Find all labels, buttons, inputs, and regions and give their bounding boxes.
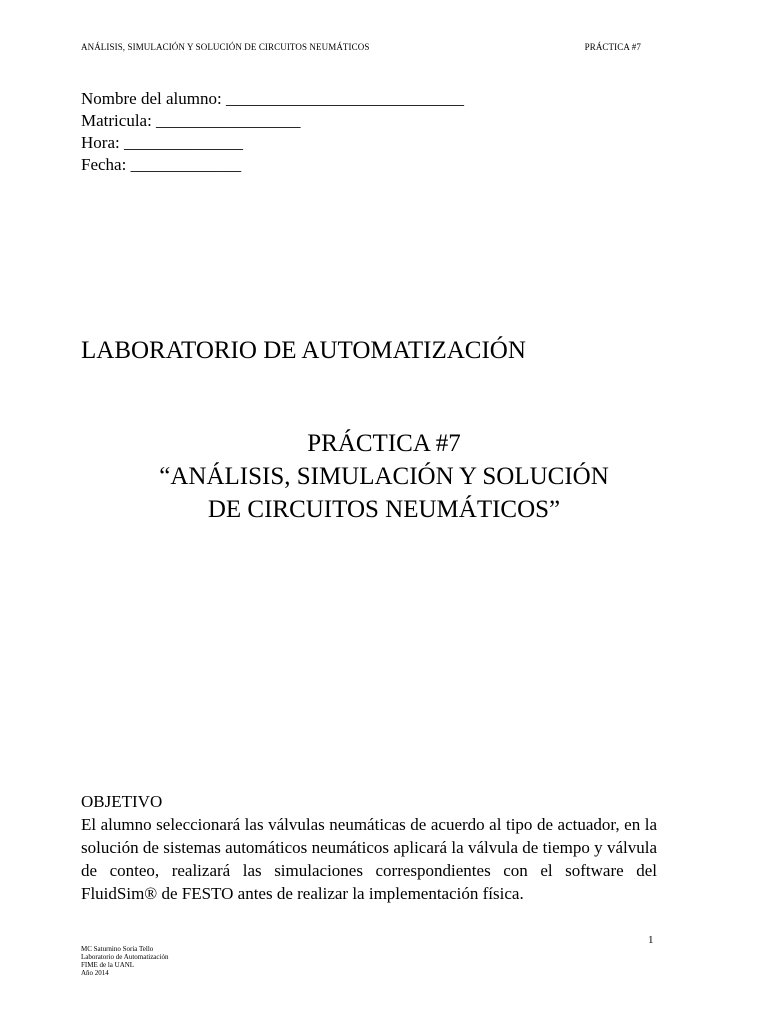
footer-author: MC Saturnino Soria Tello — [81, 945, 154, 953]
lab-title: LABORATORIO DE AUTOMATIZACIÓN — [81, 337, 526, 364]
practice-title-block — [0, 427, 768, 526]
student-info-fields — [81, 88, 464, 176]
practice-number: PRÁCTICA #7 — [307, 430, 461, 457]
date-field: Fecha: _____________ — [81, 155, 242, 174]
time-field: Hora: ______________ — [81, 133, 243, 152]
footer-year: Año 2014 — [81, 969, 109, 977]
objective-section — [81, 790, 657, 905]
page-footer — [81, 945, 168, 977]
objective-text: El alumno seleccionará las válvulas neumáticas de acuerdo al tipo de actuador, en la solución de sistemas automáticos neumáticos aplicará la válvula de tiempo y válvula de conteo, realizará las simulaciones correspondientes con el software del FluidSim® de FESTO antes de realizar la implementación física. — [81, 815, 657, 903]
header-practice-number: PRÁCTICA #7 — [584, 42, 641, 52]
student-name-field: Nombre del alumno: ____________________________ — [81, 89, 464, 108]
header-left-title: ANÁLISIS, SIMULACIÓN Y SOLUCIÓN DE CIRCUITOS NEUMÁTICOS — [81, 42, 370, 52]
objective-heading: OBJETIVO — [81, 792, 163, 811]
footer-lab: Laboratorio de Automatización — [81, 953, 169, 961]
practice-title-line-1: “ANÁLISIS, SIMULACIÓN Y SOLUCIÓN — [159, 463, 609, 490]
footer-institution: FIME de la UANL — [81, 961, 135, 969]
practice-title-line-2: DE CIRCUITOS NEUMÁTICOS” — [207, 496, 561, 523]
student-id-field: Matricula: _________________ — [81, 111, 301, 130]
page-number: 1 — [648, 934, 654, 946]
